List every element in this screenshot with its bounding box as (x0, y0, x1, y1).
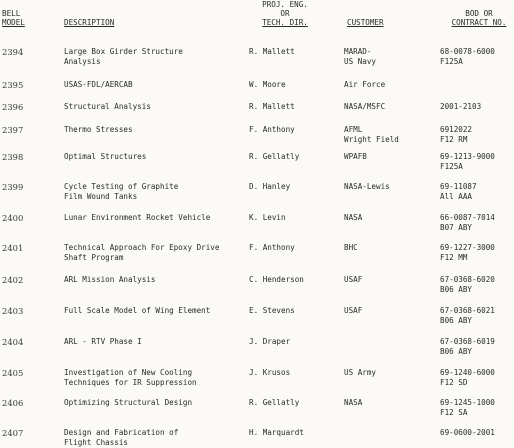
customer-cell (344, 152, 367, 162)
tech-director-cell: D. Hanley (249, 182, 291, 191)
contract-cell-line: 67-0368-6019 (440, 337, 495, 346)
description-cell (64, 275, 155, 285)
contract-cell (440, 398, 495, 418)
description-cell-line: Design and Fabrication of (64, 428, 179, 437)
contract-cell-line: 69-1245-1000 (440, 398, 495, 407)
description-cell (64, 368, 197, 388)
tech-director-cell: C. Henderson (249, 275, 304, 284)
description-cell-line: Structural Analysis (64, 102, 151, 111)
contract-cell (440, 243, 495, 263)
tech-director-cell: R. Gellatly (249, 398, 300, 407)
customer-cell (344, 80, 385, 90)
header-model (2, 9, 25, 27)
customer-cell (344, 102, 385, 112)
model-number: 2399 (2, 182, 24, 192)
model-number: 2401 (2, 243, 24, 253)
customer-cell-line: Wright Field (344, 135, 399, 144)
header-model-line: MODEL (2, 18, 25, 27)
customer-cell (344, 47, 376, 67)
tech-director-cell: F. Anthony (249, 125, 295, 134)
tech-director-cell: J. Krusos (249, 368, 291, 377)
description-cell (64, 102, 151, 112)
contract-cell-line: F12 RM (440, 135, 468, 144)
description-cell-line: ARL - RTV Phase I (64, 337, 142, 346)
customer-cell (344, 182, 390, 192)
description-cell (64, 398, 192, 408)
customer-cell-line: NASA/MSFC (344, 102, 386, 111)
contract-cell (440, 428, 495, 438)
description-cell-line: Full Scale Model of Wing Element (64, 306, 211, 315)
contract-cell-line: B06 ABY (440, 285, 473, 294)
description-cell-line: Techniques for IR Suppression (64, 378, 197, 387)
header-tech (253, 0, 317, 27)
description-cell-line: Film Wound Tanks (64, 192, 138, 201)
contract-cell-line: F125A (440, 162, 463, 171)
description-cell-line: Lunar Environment Rocket Vehicle (64, 213, 211, 222)
description-cell-line: Cycle Testing of Graphite (64, 182, 179, 191)
description-cell (64, 80, 133, 90)
tech-director-cell: K. Levin (249, 213, 286, 222)
contract-cell-line: 2001-2103 (440, 102, 482, 111)
customer-cell-line: NASA (344, 213, 363, 222)
description-cell-line: Shaft Program (64, 253, 124, 262)
customer-cell-line: BHC (344, 243, 358, 252)
model-number: 2403 (2, 306, 24, 316)
contract-cell (440, 152, 495, 172)
header-contract-line: CONTRACT NO. (451, 18, 507, 27)
description-cell-line: USAS-FDL/AERCAB (64, 80, 133, 89)
contract-cell-line: 67-0368-6021 (440, 306, 495, 315)
model-number: 2395 (2, 80, 24, 90)
header-contract (444, 9, 514, 27)
header-description (64, 18, 114, 27)
customer-cell-line: US Navy (344, 57, 377, 66)
customer-cell (344, 306, 362, 316)
customer-cell (344, 125, 399, 145)
model-number: 2406 (2, 398, 24, 408)
contract-cell (440, 306, 495, 326)
tech-director-cell: E. Stevens (249, 306, 295, 315)
customer-cell (344, 243, 358, 253)
description-cell (64, 213, 210, 223)
model-number: 2396 (2, 102, 24, 112)
contract-cell (440, 102, 481, 112)
customer-cell-line: NASA-Lewis (344, 182, 390, 191)
header-tech-line: TECH. DIR. (262, 18, 308, 27)
contract-cell-line: 66-0087-7014 (440, 213, 495, 222)
description-cell-line: Flight Chassis (64, 438, 129, 447)
tech-director-cell: J. Draper (249, 337, 291, 346)
customer-cell-line: AFML (344, 125, 363, 134)
model-number: 2405 (2, 368, 24, 378)
customer-cell-line: WPAFB (344, 152, 367, 161)
contract-cell (440, 182, 477, 202)
contract-cell-line: 69-0600-2001 (440, 428, 495, 437)
model-number: 2402 (2, 275, 24, 285)
contract-cell-line: F12 SA (440, 408, 468, 417)
tech-director-cell: R. Gellatly (249, 152, 300, 161)
customer-cell-line: USAF (344, 275, 363, 284)
contract-cell (440, 368, 495, 388)
header-customer-line: CUSTOMER (347, 18, 384, 27)
description-cell-line: Optimizing Structural Design (64, 398, 193, 407)
model-number: 2404 (2, 337, 24, 347)
customer-cell-line: MARAD- (344, 47, 372, 56)
header-customer (347, 18, 384, 27)
header-description-line: DESCRIPTION (64, 18, 115, 27)
contract-cell (440, 47, 495, 67)
contract-cell-line: 6912022 (440, 125, 473, 134)
contract-cell-line: 69-1240-6000 (440, 368, 495, 377)
tech-director-cell: W. Moore (249, 80, 286, 89)
tech-director-cell: R. Mallett (249, 47, 295, 56)
contract-cell (440, 337, 495, 357)
contract-cell-line: 68-0078-6000 (440, 47, 495, 56)
contract-cell (440, 275, 495, 295)
contract-cell-line: B06 ABY (440, 347, 473, 356)
customer-cell (344, 213, 362, 223)
description-cell-line: Analysis (64, 57, 101, 66)
contract-cell-line: 69-11087 (440, 182, 477, 191)
description-cell (64, 152, 146, 162)
contract-cell-line: F12 SD (440, 378, 468, 387)
model-number: 2397 (2, 125, 24, 135)
description-cell-line: Technical Approach For Epoxy Drive (64, 243, 220, 252)
contract-cell-line: 69-1213-9000 (440, 152, 495, 161)
customer-cell (344, 275, 362, 285)
customer-cell-line: USAF (344, 306, 363, 315)
description-cell-line: Investigation of New Cooling (64, 368, 193, 377)
description-cell (64, 125, 133, 135)
description-cell (64, 428, 178, 448)
description-cell-line: Large Box Girder Structure (64, 47, 183, 56)
tech-director-cell: H. Marquardt (249, 428, 304, 437)
tech-director-cell: R. Mallett (249, 102, 295, 111)
contract-cell-line: B06 ABY (440, 316, 473, 325)
tech-director-cell: F. Anthony (249, 243, 295, 252)
header-model-line: BELL (2, 9, 21, 18)
contract-cell-line: F125A (440, 57, 463, 66)
contract-cell-line: F12 MM (440, 253, 468, 262)
header-tech-line: PROJ. ENG. (262, 0, 308, 9)
contract-cell-line: B07 ABY (440, 223, 473, 232)
contract-cell-line: 69-1227-3000 (440, 243, 495, 252)
contract-cell (440, 125, 472, 145)
customer-cell-line: Air Force (344, 80, 386, 89)
header-tech-line: OR (280, 9, 290, 18)
model-number: 2407 (2, 428, 24, 438)
customer-cell (344, 368, 376, 378)
description-cell (64, 47, 183, 67)
model-number: 2400 (2, 213, 24, 223)
model-number: 2398 (2, 152, 24, 162)
description-cell (64, 243, 219, 263)
header-contract-line: BOD OR (465, 9, 493, 18)
description-cell-line: Thermo Stresses (64, 125, 133, 134)
description-cell (64, 337, 142, 347)
description-cell-line: ARL Mission Analysis (64, 275, 156, 284)
contract-cell (440, 213, 495, 233)
contract-cell-line: 67-0368-6020 (440, 275, 495, 284)
customer-cell-line: NASA (344, 398, 363, 407)
description-cell-line: Optimal Structures (64, 152, 147, 161)
model-number: 2394 (2, 47, 24, 57)
customer-cell (344, 398, 362, 408)
description-cell (64, 306, 210, 316)
contract-cell-line: All AAA (440, 192, 473, 201)
description-cell (64, 182, 178, 202)
customer-cell-line: US Army (344, 368, 377, 377)
